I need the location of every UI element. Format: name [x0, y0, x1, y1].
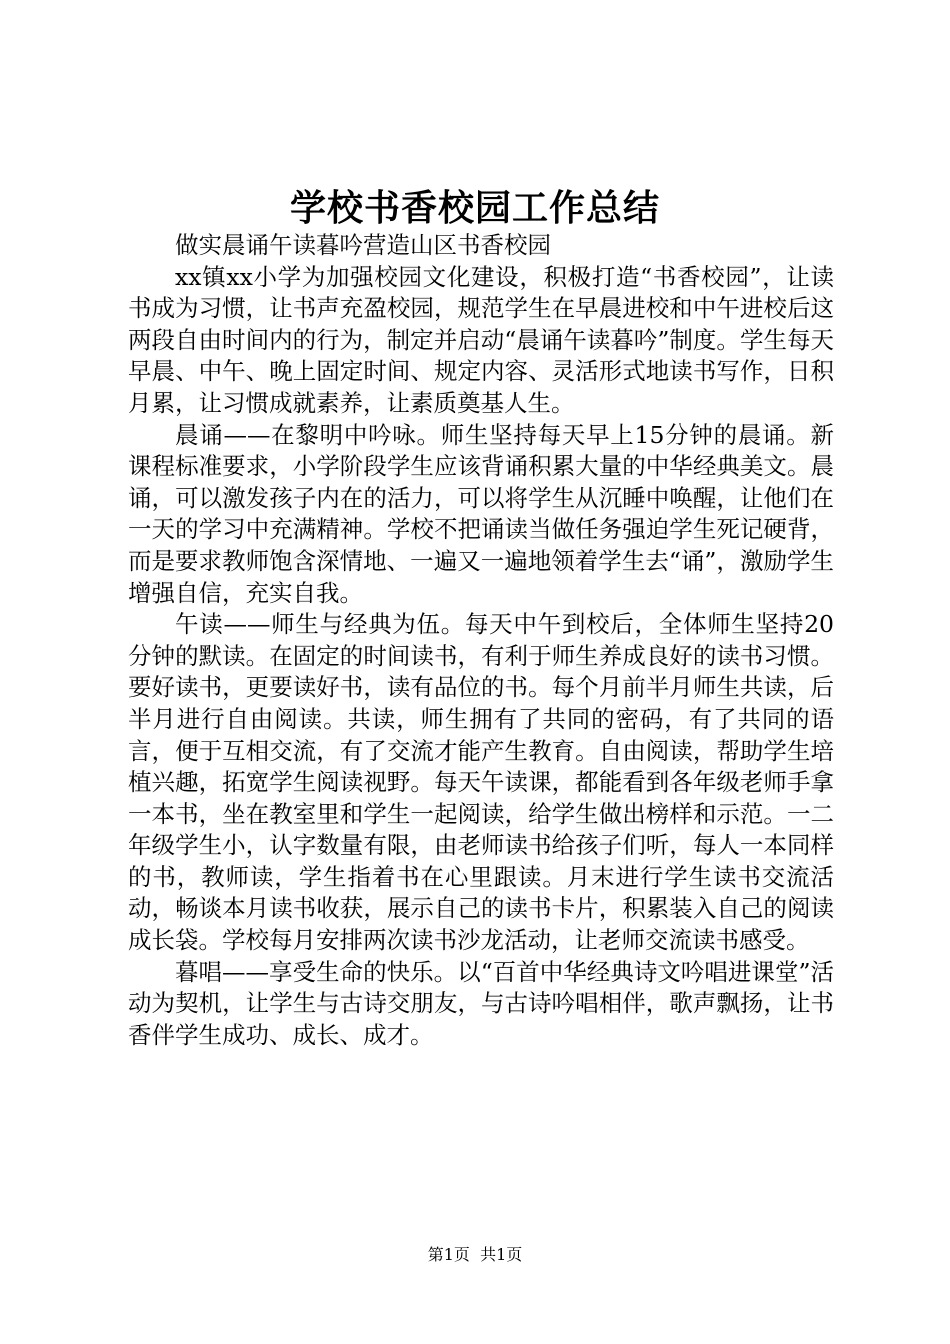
evening-singing-paragraph: 暮唱——享受生命的快乐。以“百首中华经典诗文吟唱进课堂”活动为契机，让学生与古诗交朋友，与古诗吟唱相伴，歌声飘扬，让书香伴学生成功、成长、成才。	[128, 957, 834, 1049]
page-number: 第1页	[427, 1245, 470, 1264]
noon-reading-paragraph: 午读——师生与经典为伍。每天中午到校后，全体师生坚持20分钟的默读。在固定的时间读书，有利于师生养成良好的读书习惯。要好读书，更要读好书，读有品位的书。每个月前半月师生共读，后半月进行自由阅读。共读，师生拥有了共同的密码，有了共同的语言，便于互相交流，有了交流才能产生教育。自由阅读，帮助学生培植兴趣，拓宽学生阅读视野。每天午读课，都能看到各年级老师手拿一本书，坐在教室里和学生一起阅读，给学生做出榜样和示范。一二年级学生小，认字数量有限，由老师读书给孩子们听，每人一本同样的书，教师读，学生指着书在心里跟读。月末进行学生读书交流活动，畅谈本月读书收获，展示自己的读书卡片，积累装入自己的阅读成长袋。学校每月安排两次读书沙龙活动，让老师交流读书感受。	[128, 610, 834, 955]
morning-recitation-paragraph: 晨诵——在黎明中吟咏。师生坚持每天早上15分钟的晨诵。新课程标准要求，小学阶段学生应该背诵积累大量的中华经典美文。晨诵，可以激发孩子内在的活力，可以将学生从沉睡中唤醒，让他们在一天的学习中充满精神。学校不把诵读当做任务强迫学生死记硬背，而是要求教师饱含深情地、一遍又一遍地领着学生去“诵”，激励学生增强自信，充实自我。	[128, 420, 834, 607]
document-title: 学校书香校园工作总结	[289, 187, 660, 229]
page-footer	[0, 1245, 950, 1265]
document-body	[128, 230, 834, 1051]
intro-paragraph: xx镇xx小学为加强校园文化建设，积极打造“书香校园”，让读书成为习惯，让书声充盈校园，规范学生在早晨进校和中午进校后这两段自由时间内的行为，制定并启动“晨诵午读暮吟”制度。学生每天早晨、中午、晚上固定时间、规定内容、灵活形式地读书写作，日积月累，让习惯成就素养，让素质奠基人生。	[128, 262, 834, 417]
subtitle-paragraph: 做实晨诵午读暮吟营造山区书香校园	[175, 231, 551, 259]
page-total: 共1页	[480, 1245, 523, 1264]
